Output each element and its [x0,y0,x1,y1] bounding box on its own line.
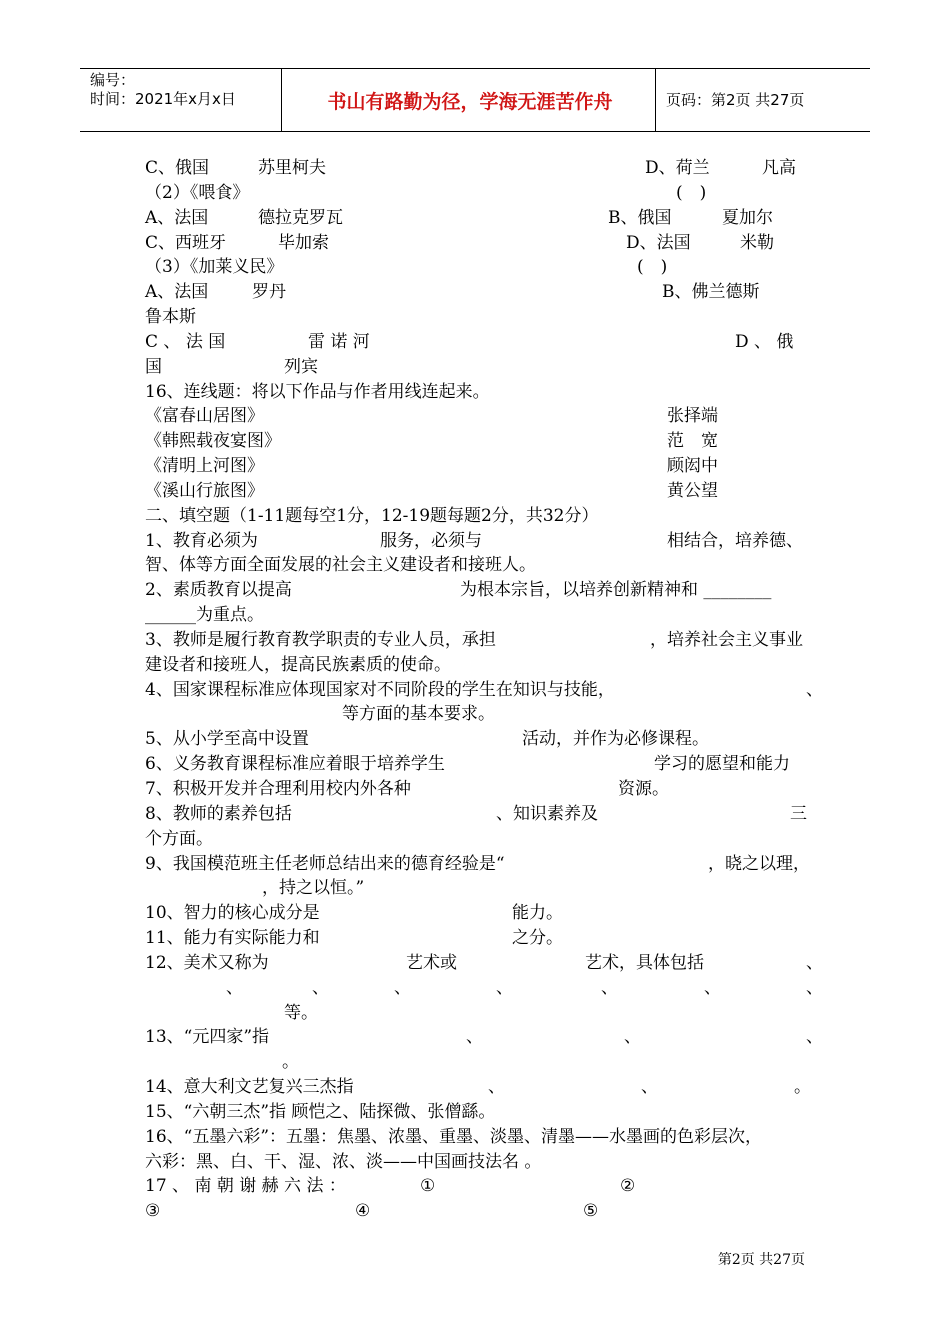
text-line-33-part-4: 、 [806,952,823,973]
text-line-38-part-1: 14、意大利文艺复兴三杰指 [145,1077,354,1098]
text-line-3-part-2: 德拉克罗瓦 [258,207,343,228]
text-line-36-part-1: 13、“元四家”指 [145,1027,270,1048]
text-line-36-part-3: 、 [624,1027,641,1048]
text-line-41-part-1: 六彩：黑、白、干、湿、浓、淡——中国画技法名 。 [145,1151,542,1172]
text-line-8-part-1: C 、 法 国 [145,331,226,352]
text-line-13-part-1: 《清明上河图》 [145,456,264,477]
text-line-11-part-1: 《富春山居图》 [145,406,264,427]
text-line-42-part-1: 17 、 南 朝 谢 赫 六 法 ： [145,1176,346,1197]
text-line-6-part-3: B、佛兰德斯 [662,282,760,303]
text-line-20-part-2: ，培养社会主义事业 [650,629,803,650]
text-line-10-part-1: 16、连线题：将以下作品与作者用线连起来。 [145,381,490,402]
text-line-42-part-2: ① [420,1176,436,1197]
date-label: 时间：2021年x月x日 [90,90,236,108]
text-line-5-part-2: ( ) [637,257,668,278]
text-line-27-part-1: 8、教师的素养包括 [145,803,292,824]
text-line-34-part-1: 、 [226,977,243,998]
text-line-8-part-2: 雷 诺 河 [308,331,370,352]
text-line-33-part-1: 12、美术又称为 [145,952,269,973]
text-line-37-part-1: 。 [282,1052,299,1073]
text-line-43-part-1: ③ [145,1201,161,1222]
text-line-13-part-2: 顾闳中 [667,456,718,477]
text-line-3-part-1: A、法国 [145,207,209,228]
text-line-35-part-1: 等。 [284,1002,318,1023]
text-line-5-part-1: （3）《加莱义民》 [145,257,284,278]
text-line-14-part-1: 《溪山行旅图》 [145,480,264,501]
text-line-4-part-4: 米勒 [740,232,774,253]
text-line-26-part-1: 7、积极开发并合理利用校内外各种 [145,779,411,799]
text-line-25-part-2: 学习的愿望和能力 [654,754,790,775]
header-divider [655,69,656,131]
text-line-38-part-2: 、 [488,1077,505,1098]
text-line-31-part-1: 10、智力的核心成分是 [145,903,320,924]
text-line-17-part-1: 智、体等方面全面发展的社会主义建设者和接班人。 [145,555,536,576]
text-line-24-part-2: 活动，并作为必修课程。 [522,729,709,750]
text-line-39-part-1: 15、“六朝三杰”指 顾恺之、陆探微、张僧繇。 [145,1101,496,1122]
header-divider [281,69,282,131]
text-line-4-part-1: C、西班牙 [145,232,227,253]
page-header [80,68,870,132]
page-footer: 第2页 共27页 [717,1252,805,1268]
text-line-22-part-1: 4、国家课程标准应体现国家对不同阶段的学生在知识与技能， [145,679,615,700]
text-line-16-part-2: 服务，必须与 [380,530,482,551]
text-line-3-part-3: B、俄国 [608,207,672,228]
text-line-33-part-2: 艺术或 [406,952,457,973]
text-line-4-part-2: 毕加索 [278,232,329,253]
text-line-23-part-1: 等方面的基本要求。 [342,704,495,725]
text-line-34-part-7: 、 [806,977,823,998]
text-line-20-part-1: 3、教师是履行教育教学职责的专业人员，承担 [145,629,496,650]
text-line-1-part-4: 凡高 [762,158,796,178]
code-label: 编号： [90,71,136,89]
text-line-32-part-1: 11、能力有实际能力和 [145,928,320,949]
text-line-15-part-1: 二、填空题（1-11题每空1分，12-19题每题2分，共32分） [145,505,599,526]
text-line-38-part-3: 、 [641,1077,658,1098]
text-line-36-part-4: 、 [806,1027,823,1048]
header-page-info: 页码：第2页 共27页 [666,91,805,109]
text-line-7-part-1: 鲁本斯 [145,307,196,328]
text-line-24-part-1: 5、从小学至高中设置 [145,729,309,750]
text-line-31-part-2: 能力。 [512,903,563,924]
text-line-1-part-2: 苏里柯夫 [258,158,326,178]
text-line-43-part-2: ④ [355,1201,371,1222]
text-line-1-part-3: D、荷兰 [645,158,710,178]
text-line-16-part-1: 1、教育必须为 [145,530,258,551]
text-line-27-part-2: 、知识素养及 [496,803,598,824]
text-line-40-part-1: 16、“五墨六彩”：五墨：焦墨、浓墨、重墨、淡墨、清墨——水墨画的色彩层次， [145,1126,763,1147]
text-line-34-part-6: 、 [704,977,721,998]
text-line-22-part-2: 、 [806,679,823,700]
text-line-29-part-2: ，晓之以理， [708,853,810,874]
text-line-28-part-1: 个方面。 [145,828,213,849]
text-line-1-part-1: C、俄国 [145,158,210,178]
text-line-43-part-3: ⑤ [583,1201,599,1222]
text-line-16-part-3: 相结合，培养德、 [667,530,803,551]
text-line-12-part-1: 《韩熙载夜宴图》 [145,431,281,452]
text-line-38-part-4: 。 [794,1077,811,1098]
text-line-14-part-2: 黄公望 [667,480,718,501]
text-line-33-part-3: 艺术，具体包括 [585,952,704,973]
text-line-32-part-2: 之分。 [512,928,563,949]
header-meta [90,71,236,109]
text-line-9-part-1: 国 [145,356,162,377]
text-line-21-part-1: 建设者和接班人，提高民族素质的使命。 [145,654,451,675]
text-line-6-part-2: 罗丹 [252,282,286,303]
text-line-2-part-1: （2）《喂食》 [145,182,250,203]
text-line-29-part-1: 9、我国模范班主任老师总结出来的德育经验是“ [145,853,505,874]
text-line-18-part-1: 2、素质教育以提高 [145,580,292,601]
text-line-8-part-3: D 、 俄 [735,331,794,352]
text-line-25-part-1: 6、义务教育课程标准应着眼于培养学生 [145,754,445,775]
text-line-34-part-4: 、 [496,977,513,998]
text-line-11-part-2: 张择端 [667,406,718,427]
text-line-9-part-2: 列宾 [284,356,318,377]
text-line-19-part-1: ______为重点。 [145,605,264,626]
text-line-3-part-4: 夏加尔 [722,207,773,228]
text-line-4-part-3: D、法国 [626,232,691,253]
text-line-30-part-1: ，持之以恒。” [262,878,365,899]
text-line-2-part-2: ( ) [676,182,707,203]
text-line-34-part-3: 、 [394,977,411,998]
text-line-42-part-3: ② [620,1176,636,1197]
text-line-6-part-1: A、法国 [145,282,209,303]
text-line-26-part-2: 资源。 [618,779,669,799]
header-motto: 书山有路勤为径，学海无涯苦作舟 [327,91,613,113]
text-line-34-part-2: 、 [312,977,329,998]
text-line-12-part-2: 范 宽 [667,431,718,452]
text-line-34-part-5: 、 [601,977,618,998]
text-line-27-part-3: 三 [790,803,807,824]
text-line-18-part-2: 为根本宗旨，以培养创新精神和 ________ [460,580,772,601]
text-line-36-part-2: 、 [466,1027,483,1048]
